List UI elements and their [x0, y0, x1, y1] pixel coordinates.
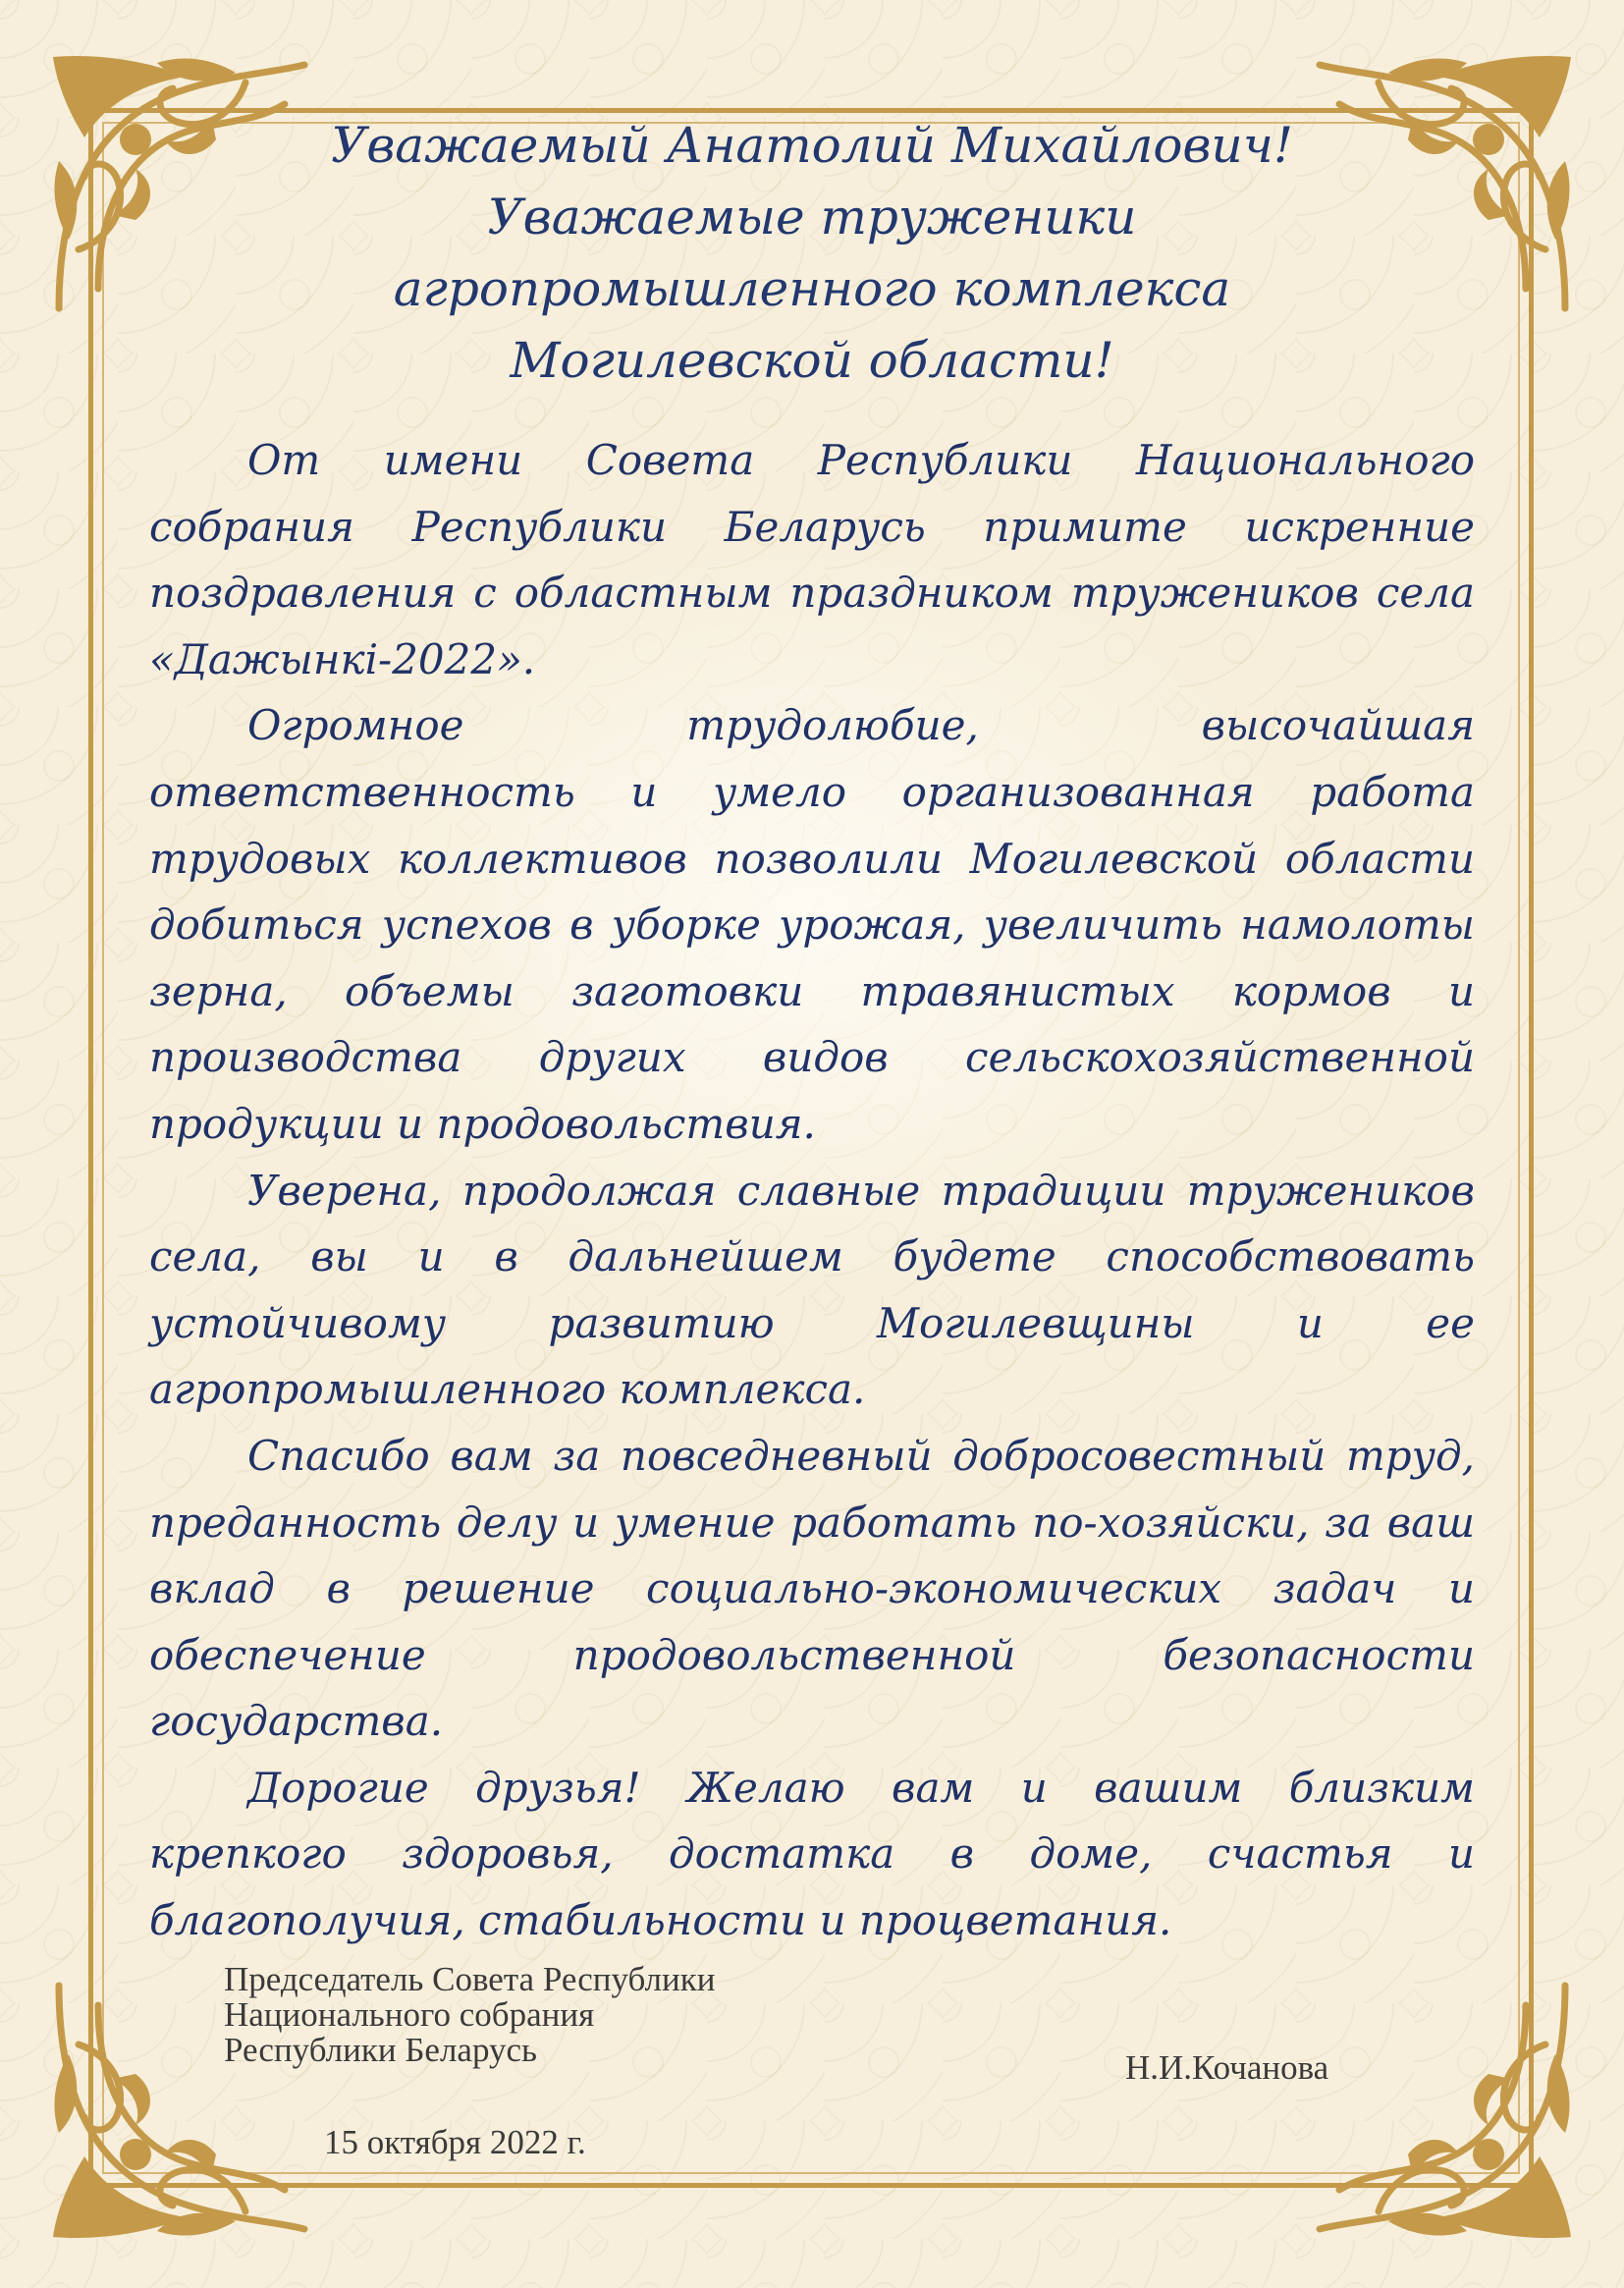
ornament-corner-bottom-right-icon [1300, 1966, 1585, 2251]
salutation-line-region: Могилевской области! [510, 332, 1114, 389]
salutation-line-complex: агропромышленного комплекса [393, 260, 1231, 317]
paragraph-confidence: Уверена, продолжая славные традиции тружеников села, вы и в дальнейшем будете способствовать устойчивому развитию Могилевщины и ее агропромышленного комплекса. [149, 1166, 1475, 1414]
signature-title-line: Председатель Совета Республики [224, 1960, 716, 1998]
salutation-line-addressee: Уважаемый Анатолий Михайлович! [331, 117, 1293, 174]
signature-title-line: Национального собрания [224, 1995, 595, 2034]
paragraph-congratulation: От имени Совета Республики Национального собрания Республики Беларусь примите искренние поздравления с областным праздником тружеников села «Дажынкі-2022». [149, 436, 1475, 683]
paragraph-gratitude: Спасибо вам за повседневный добросовестный труд, преданность делу и умение работать по-хозяйски, за ваш вклад в решение социально-экономических задач и обеспечение продовольственной безопасности государства. [149, 1431, 1475, 1746]
paragraph-wishes: Дорогие друзья! Желаю вам и вашим близким крепкого здоровья, достатка в доме, счастья и благополучия, стабильности и процветания. [149, 1763, 1475, 1945]
signer-name: Н.И.Кочанова [1125, 2048, 1329, 2087]
salutation-line-workers: Уважаемые труженики [487, 189, 1137, 245]
paragraph-achievements: Огромное трудолюбие, высочайшая ответственность и умело организованная работа трудовых коллективов позволили Могилевской области добиться успехов в уборке урожая, увеличить намолоты зерна, объемы заготовки травянистых кормов и производства других видов сельскохозяйственной продукции и продовольствия. [149, 701, 1475, 1148]
signature-title-line: Республики Беларусь [224, 2031, 537, 2069]
signature-title-block [224, 1962, 715, 2068]
letter-date: 15 октября 2022 г. [324, 2123, 586, 2161]
salutation-block [245, 110, 1379, 397]
letter-body [149, 427, 1475, 1954]
